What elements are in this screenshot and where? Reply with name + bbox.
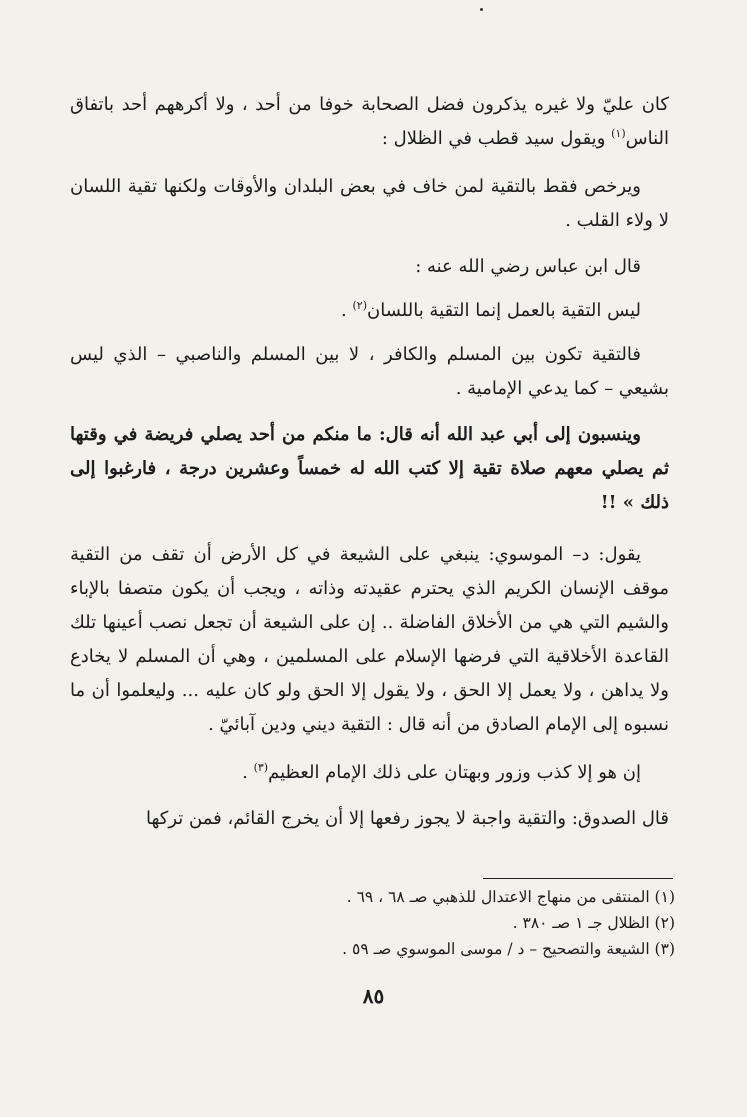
paragraph-1-tail: ويقول سيد قطب في الظلال : (381, 128, 612, 149)
footnote-divider (483, 878, 673, 879)
page-number: ٨٥ (362, 984, 385, 1008)
paragraph-1 (70, 88, 669, 156)
footnote-ref-1: (١) (611, 127, 626, 140)
paragraph-2: ويرخص فقط بالتقية لمن خاف في بعض البلدان والأوقات ولكنها تقية اللسان لا ولاء القلب . (70, 176, 669, 231)
footnote-ref-2: (٢) (352, 299, 368, 312)
paragraph-1-text: كان عليّ ولا غيره يذكرون فضل الصحابة خوفا من أحد ، ولا أكرههم أحد باتفاق الناس (70, 94, 669, 149)
paragraph-9: قال الصدوق: والتقية واجبة لا يجوز رفعها إلا أن يخرج القائم، فمن تركها (146, 808, 669, 829)
paragraph-4-text: ليس التقية بالعمل إنما التقية باللسان (367, 300, 641, 321)
footnote-3: (٣) الشيعة والتصحيح – د / موسى الموسوي صـ ٥٩ . (342, 940, 675, 958)
paragraph-8-tail: . (242, 762, 254, 783)
paragraph-8-text: إن هو إلا كذب وزور وبهتان على ذلك الإمام العظيم (268, 762, 641, 783)
paragraph-5: فالتقية تكون بين المسلم والكافر ، لا بين المسلم والناصبي – الذي ليس بشيعي – كما يدعي الإمامية . (70, 344, 669, 399)
footnote-1: (١) المنتقى من منهاج الاعتدال للذهبي صـ ٦٨ ، ٦٩ . (346, 888, 675, 906)
paragraph-4 (70, 294, 669, 328)
footnote-2: (٢) الظلال جـ ١ صـ ٣٨٠ . (512, 914, 675, 932)
paragraph-8 (70, 756, 669, 790)
footnote-ref-3: (٣) (253, 761, 269, 774)
top-dot-mark (480, 8, 483, 11)
paragraph-4-tail: . (341, 300, 353, 321)
paragraph-3: قال ابن عباس رضي الله عنه : (415, 256, 641, 277)
paragraph-7: يقول: د– الموسوي: ينبغي على الشيعة في كل الأرض أن تقف من التقية موقف الإنسان الكريم الذي يحترم عقيدته وذاته ، ويجب أن يكون متصفا بالإباء والشيم التي هي من الأخلاق الفاضلة .. إن على الشيعة أن تجعل نصب أعينها تلك القاعدة الأخلاقية التي فرضها الإسلام على المسلمين ، وهي أن المسلم لا يخادع ولا يداهن ، ولا يعمل إلا الحق ، ولا يقول إلا الحق ولو كان عليه ... وليعلموا أن ما نسبوه إلى الإمام الصادق من أنه قال : التقية ديني ودين آبائيّ . (70, 544, 669, 735)
paragraph-6: وينسبون إلى أبي عبد الله أنه قال: ما منكم من أحد يصلي فريضة في وقتها ثم يصلي معهم صلاة تقية إلا كتب الله له خمساً وعشرين درجة ، فارغبوا إلى ذلك » !! (70, 424, 669, 513)
